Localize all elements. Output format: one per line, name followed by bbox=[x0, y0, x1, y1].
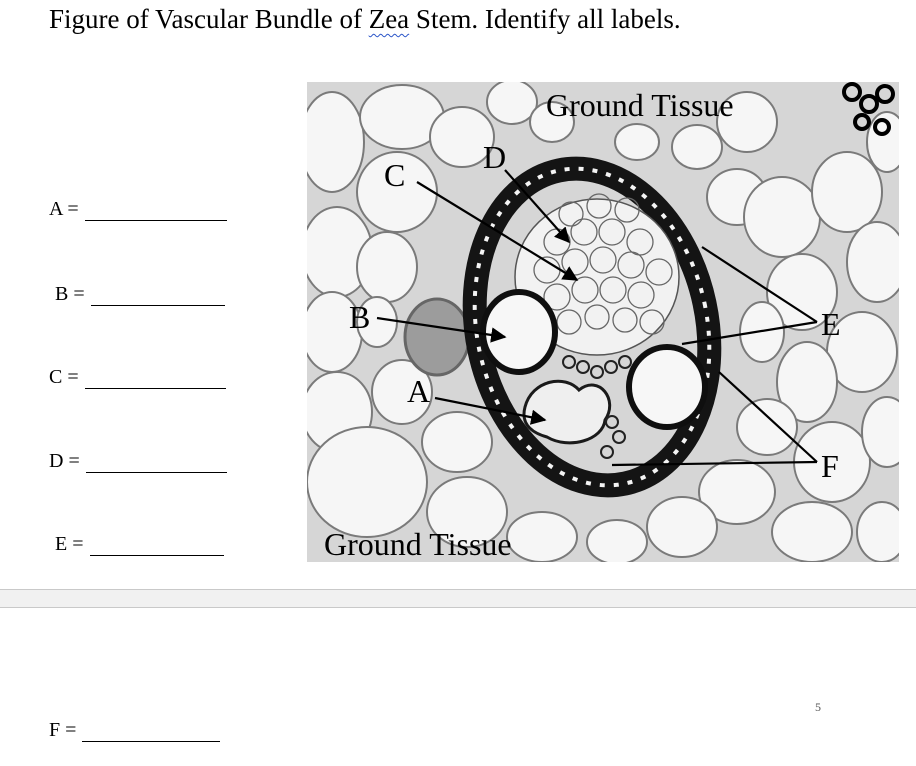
answer-label-f: F = bbox=[49, 719, 77, 741]
answer-label-d: D = bbox=[49, 450, 80, 472]
answer-blank-f[interactable] bbox=[82, 723, 220, 742]
answer-line-f bbox=[49, 718, 220, 742]
stained-cell bbox=[405, 299, 469, 375]
page-title bbox=[49, 2, 681, 36]
ground-tissue-bottom-label: Ground Tissue bbox=[324, 526, 512, 562]
answer-label-c: C = bbox=[49, 366, 79, 388]
title-text-start: Figure of Vascular Bundle of bbox=[49, 4, 369, 34]
marker-c: C bbox=[384, 157, 406, 193]
vascular-bundle-figure bbox=[307, 82, 899, 562]
answer-blank-c[interactable] bbox=[85, 370, 226, 389]
page-break bbox=[0, 589, 916, 608]
answer-blank-b[interactable] bbox=[91, 287, 225, 306]
answer-blank-e[interactable] bbox=[90, 537, 224, 556]
marker-f: F bbox=[821, 448, 839, 484]
marker-d: D bbox=[483, 139, 507, 175]
metaxylem-vessel-left bbox=[483, 292, 555, 372]
answer-line-c bbox=[49, 365, 226, 389]
marker-e: E bbox=[821, 306, 841, 342]
answer-blank-a[interactable] bbox=[85, 202, 227, 221]
title-zea-word[interactable]: Zea bbox=[368, 4, 410, 34]
answer-label-e: E = bbox=[55, 533, 84, 555]
page-number: 5 bbox=[815, 700, 821, 714]
answer-line-a bbox=[49, 197, 227, 221]
answer-label-b: B = bbox=[55, 283, 85, 305]
answer-blank-d[interactable] bbox=[86, 454, 227, 473]
answer-line-d bbox=[49, 449, 227, 473]
metaxylem-vessel-right bbox=[629, 347, 705, 427]
answer-line-b bbox=[55, 282, 225, 306]
protoxylem-lacuna bbox=[524, 381, 610, 443]
title-text-end: Stem. Identify all labels. bbox=[409, 4, 681, 34]
answer-line-e bbox=[55, 532, 224, 556]
ground-tissue-top-label: Ground Tissue bbox=[546, 87, 734, 123]
marker-a: A bbox=[407, 373, 431, 409]
answer-label-a: A = bbox=[49, 198, 79, 220]
marker-b: B bbox=[349, 299, 371, 335]
